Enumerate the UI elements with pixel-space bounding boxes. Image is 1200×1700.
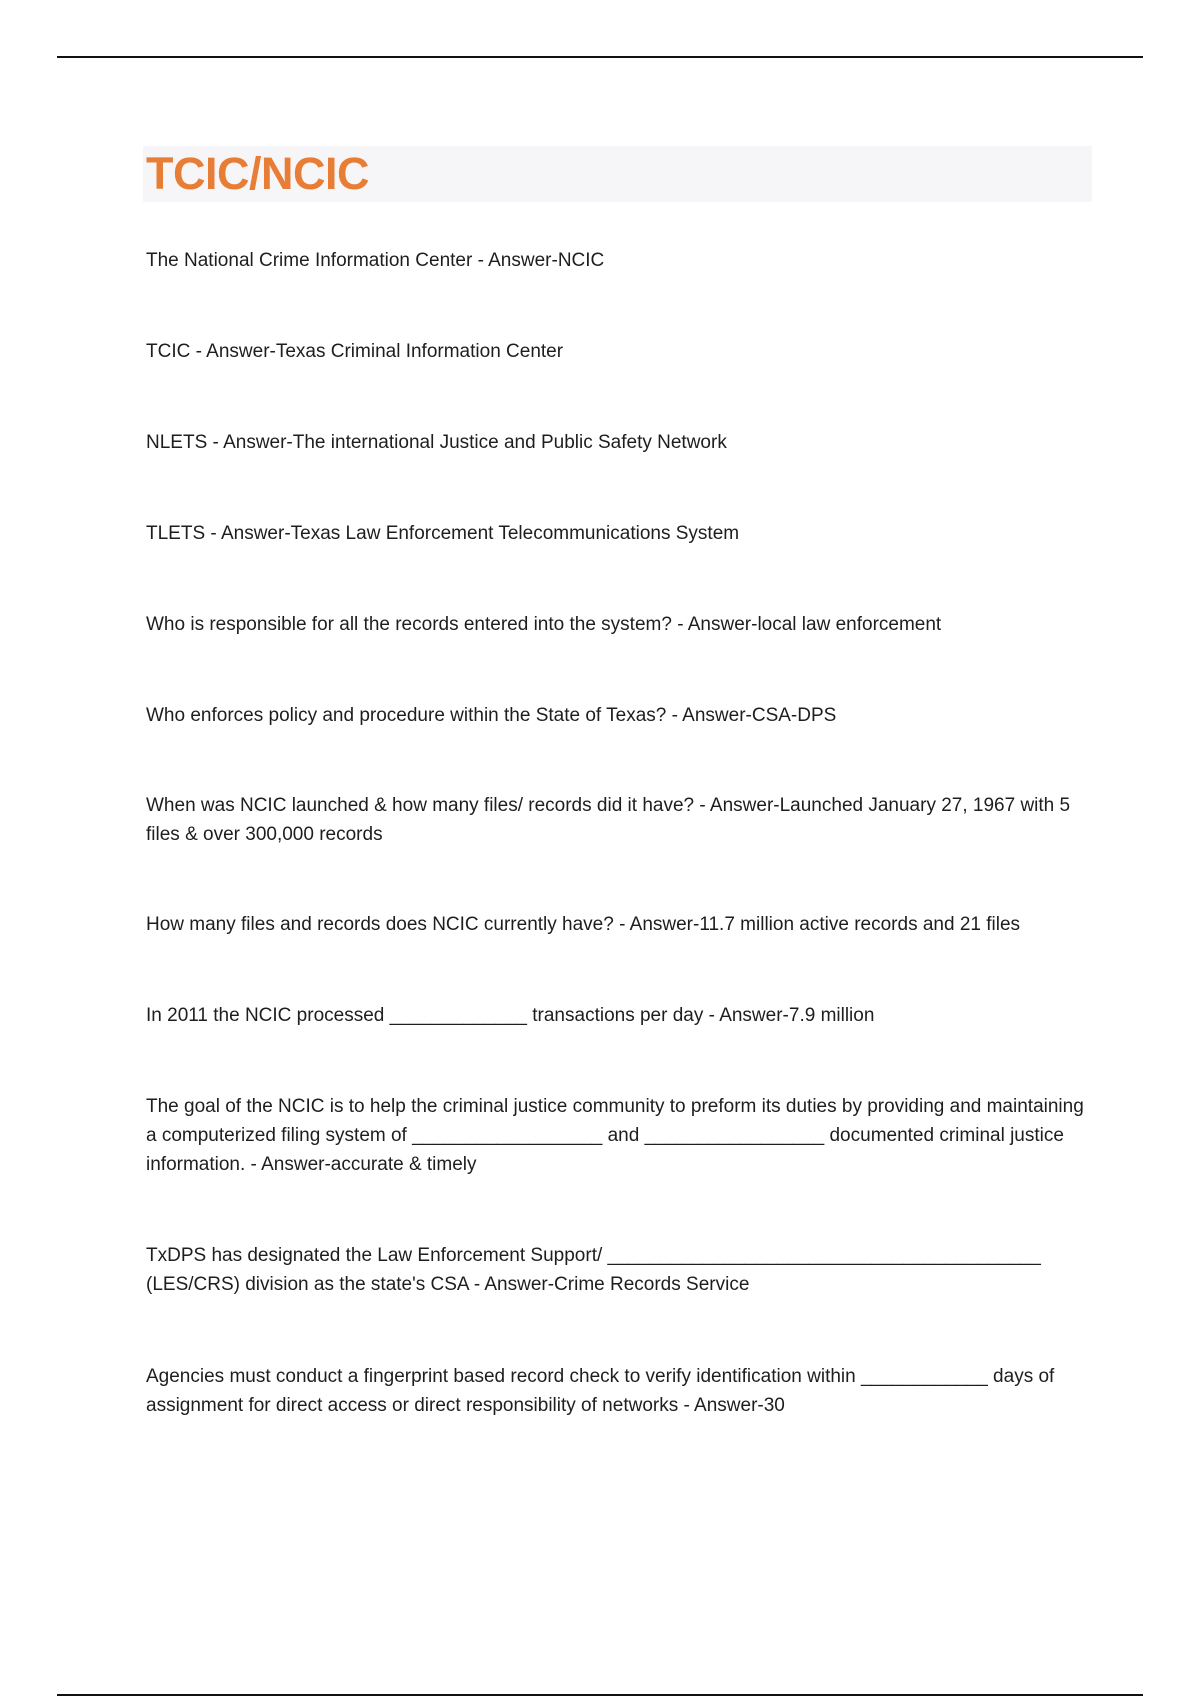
document-title: TCIC/NCIC [146,148,369,199]
bottom-rule [57,1694,1143,1696]
qa-item-3: NLETS - Answer-The international Justice and Public Safety Network [146,432,727,453]
qa-item-1: The National Crime Information Center - Answer-NCIC [146,250,605,271]
top-rule [57,56,1143,58]
qa-item-11: TxDPS has designated the Law Enforcement Support/ _________________________________________ (LES/CRS) division as the state's CSA - Answer-Crime Records Service [146,1245,1041,1295]
qa-item-2: TCIC - Answer-Texas Criminal Information Center [146,341,564,362]
qa-item-4: TLETS - Answer-Texas Law Enforcement Telecommunications System [146,523,740,544]
qa-item-8: How many files and records does NCIC currently have? - Answer-11.7 million active records and 21 files [146,914,1021,935]
qa-item-7: When was NCIC launched & how many files/ records did it have? - Answer-Launched January 27, 1967 with 5 files & over 300,000 records [146,795,1071,845]
qa-item-12: Agencies must conduct a fingerprint based record check to verify identification within ____________ days of assignment for direct access or direct responsibility of networks - Answer-30 [146,1366,1055,1416]
qa-item-6: Who enforces policy and procedure within the State of Texas? - Answer-CSA-DPS [146,705,837,726]
qa-item-5: Who is responsible for all the records entered into the system? - Answer-local law enforcement [146,614,942,635]
qa-item-10: The goal of the NCIC is to help the criminal justice community to preform its duties by providing and maintaining a computerized filing system of __________________ and _________________ documented criminal justice information. - Answer-accurate & timely [146,1096,1084,1175]
qa-item-9: In 2011 the NCIC processed _____________ transactions per day - Answer-7.9 million [146,1005,875,1026]
